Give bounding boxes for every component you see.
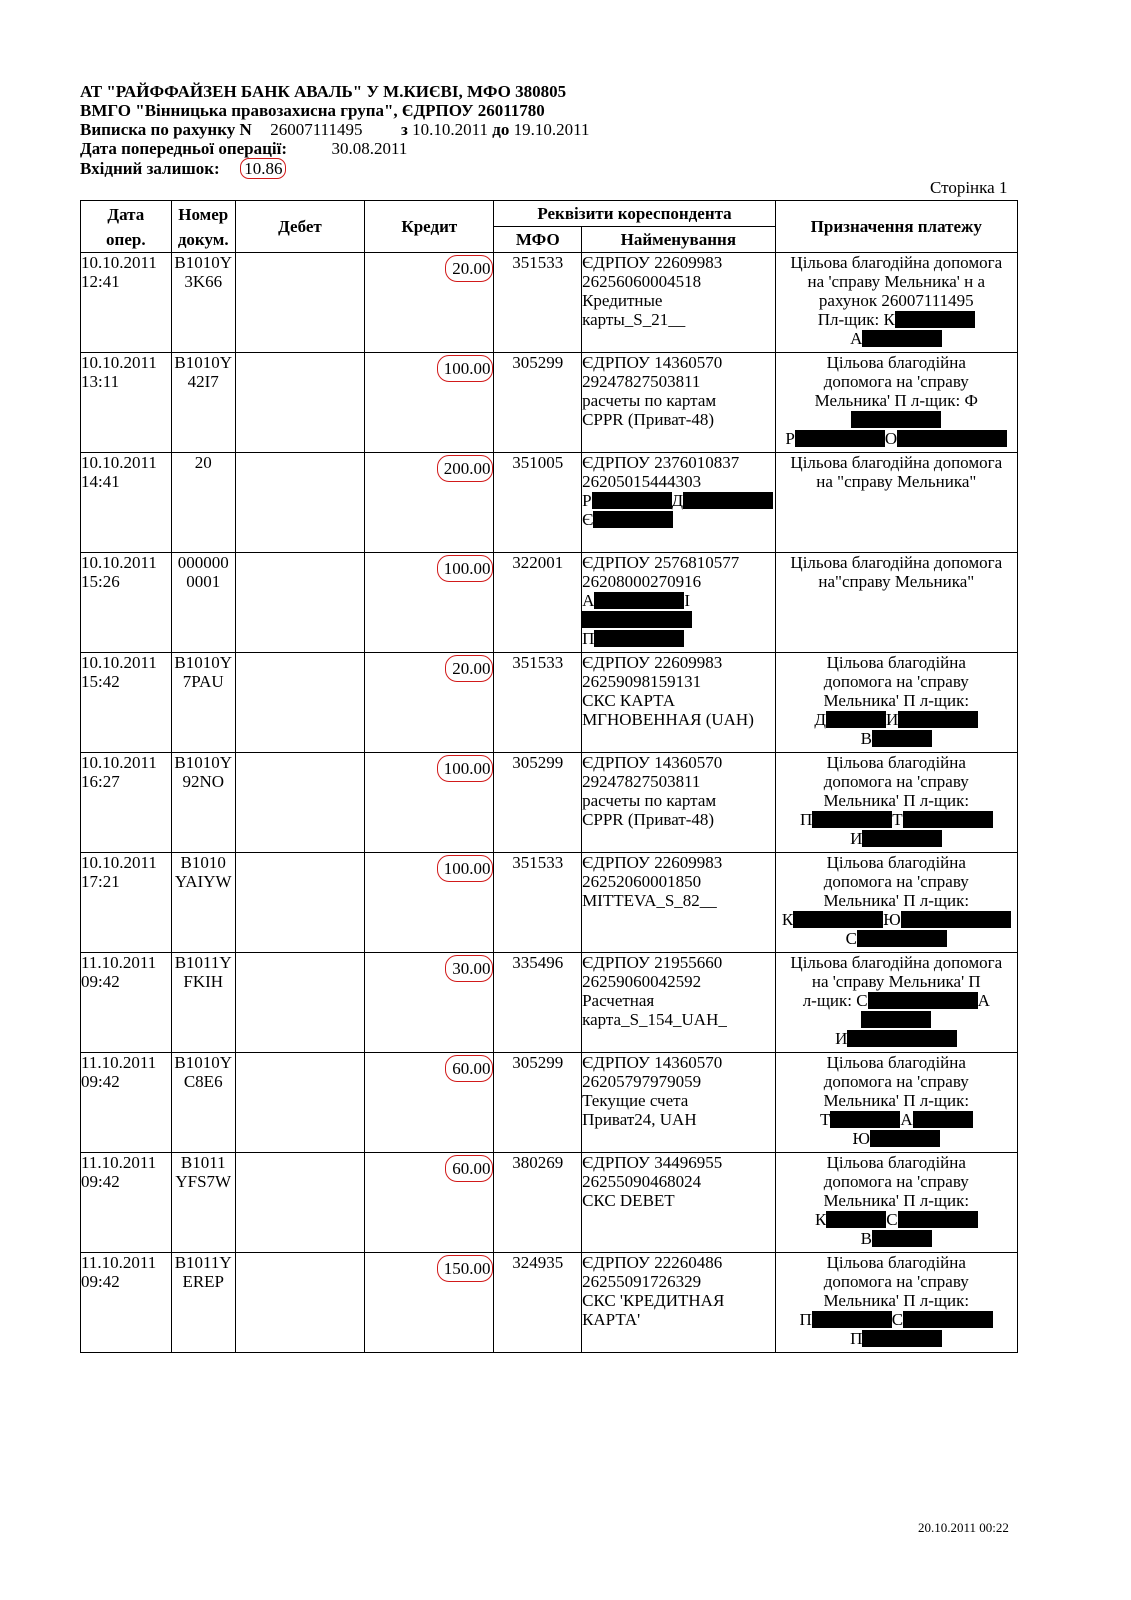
purpose-line: Мельника' П л-щик: — [823, 891, 970, 910]
cell-doc-number: B1011Y EREP — [171, 1253, 235, 1353]
redaction-bar — [793, 911, 883, 928]
statement-header — [80, 82, 590, 177]
to-label: до — [492, 120, 510, 139]
redaction-bar — [594, 592, 684, 609]
cell-credit — [365, 1053, 494, 1153]
cell-credit — [365, 453, 494, 553]
purpose-line: на 'справу Мельника' н а — [807, 272, 986, 291]
prev-op-date: 30.08.2011 — [331, 139, 408, 158]
purpose-fragment: Пл-щик: К — [817, 310, 895, 329]
col-header-corr-details: Реквізити кореспондента — [494, 201, 775, 227]
cell-purpose — [775, 853, 1017, 953]
cell-purpose — [775, 253, 1017, 353]
table-row — [81, 953, 1018, 1053]
credit-amount: 200.00 — [437, 455, 494, 482]
purpose-line — [776, 829, 1017, 848]
redaction-bar — [898, 711, 978, 728]
bank-line: АТ "РАЙФФАЙЗЕН БАНК АВАЛЬ" У М.КИЄВІ, МФО 380805 — [80, 82, 567, 101]
redaction-bar — [901, 911, 1011, 928]
table-row — [81, 553, 1018, 653]
redaction-bar — [795, 430, 885, 447]
purpose-line — [776, 710, 1017, 729]
redaction-bar — [895, 311, 975, 328]
purpose-fragment: Р — [785, 429, 795, 448]
cell-mfo: 351533 — [494, 853, 582, 953]
correspondent-line: CPPR (Приват-48) — [582, 410, 715, 429]
print-timestamp: 20.10.2011 00:22 — [918, 1520, 1009, 1535]
account-number: 26007111495 — [270, 120, 363, 139]
cell-debit — [235, 353, 364, 453]
redaction-bar — [830, 1111, 900, 1128]
cell-debit — [235, 953, 364, 1053]
purpose-fragment: И — [885, 710, 899, 729]
purpose-fragment: С — [891, 1310, 904, 1329]
redaction-bar — [872, 1230, 932, 1247]
redaction-bar — [594, 630, 684, 647]
cell-date: 10.10.2011 16:27 — [81, 753, 172, 853]
cell-purpose — [775, 453, 1017, 553]
prev-operation-line — [80, 139, 590, 158]
correspondent-line: 29247827503811 — [582, 772, 701, 791]
redaction-bar — [872, 730, 932, 747]
credit-amount: 150.00 — [437, 1255, 494, 1282]
cell-doc-number: B1010 YAIYW — [171, 853, 235, 953]
cell-doc-number: B1010Y 42I7 — [171, 353, 235, 453]
cell-debit — [235, 853, 364, 953]
redaction-bar — [868, 992, 978, 1009]
purpose-fragment: К — [814, 1210, 827, 1229]
purpose-fragment: К — [781, 910, 794, 929]
cell-purpose — [775, 653, 1017, 753]
correspondent-line — [582, 591, 775, 629]
cell-purpose — [775, 1053, 1017, 1153]
purpose-line: Цільова благодійна — [826, 853, 966, 872]
cell-date: 10.10.2011 12:41 — [81, 253, 172, 353]
purpose-line: Цільова благодійна допомога — [790, 553, 1003, 572]
cell-doc-number: B1011 YFS7W — [171, 1153, 235, 1253]
correspondent-line: расчеты по картам — [582, 391, 717, 410]
page-number: Сторінка 1 — [930, 178, 1008, 197]
balance-label: Вхідний залишок: — [80, 159, 220, 178]
purpose-line — [776, 329, 1017, 348]
purpose-line: Цільова благодійна допомога — [790, 953, 1003, 972]
correspondent-line — [582, 491, 775, 510]
cell-date: 10.10.2011 15:42 — [81, 653, 172, 753]
cell-date: 10.10.2011 17:21 — [81, 853, 172, 953]
redaction-bar — [847, 1030, 957, 1047]
col-header-mfo: МФО — [494, 227, 582, 253]
cell-doc-number: 20 — [171, 453, 235, 553]
correspondent-line — [582, 510, 775, 529]
cell-correspondent — [582, 553, 776, 653]
correspondent-line: 26208000270916 — [582, 572, 702, 591]
redaction-bar — [812, 1311, 892, 1328]
cell-purpose — [775, 953, 1017, 1053]
purpose-fragment: л-щик: С — [802, 991, 868, 1010]
correspondent-line: ЄДРПОУ 34496955 — [582, 1153, 723, 1172]
cell-purpose — [775, 353, 1017, 453]
purpose-line — [776, 1210, 1017, 1229]
cell-correspondent — [582, 1053, 776, 1153]
table-row — [81, 453, 1018, 553]
cell-correspondent — [582, 1153, 776, 1253]
cell-debit — [235, 753, 364, 853]
credit-amount: 20.00 — [445, 655, 493, 682]
correspondent-line: Текущие счета — [582, 1091, 689, 1110]
purpose-fragment: С — [886, 1210, 898, 1229]
purpose-line: Цільова благодійна — [826, 1253, 966, 1272]
correspondent-line: 26205797979059 — [582, 1072, 702, 1091]
redacted-initial: Д — [671, 491, 684, 510]
correspondent-line: ЄДРПОУ 14360570 — [582, 1053, 723, 1072]
redaction-bar — [593, 511, 673, 528]
purpose-line: Мельника' П л-щик: — [823, 1291, 970, 1310]
purpose-line: Цільова благодійна — [826, 653, 966, 672]
purpose-line: Цільова благодійна — [826, 753, 966, 772]
correspondent-line: карты_S_21__ — [582, 310, 686, 329]
purpose-fragment: В — [860, 1229, 872, 1248]
redaction-bar — [862, 330, 942, 347]
cell-mfo: 324935 — [494, 1253, 582, 1353]
correspondent-line: СКС DEBET — [582, 1191, 675, 1210]
purpose-line: допомога на 'справу — [823, 672, 969, 691]
purpose-line — [776, 391, 1017, 429]
purpose-fragment: Д — [814, 710, 826, 729]
cell-correspondent — [582, 1253, 776, 1353]
purpose-fragment: П — [850, 1329, 863, 1348]
redaction-bar — [826, 711, 886, 728]
cell-doc-number: B1010Y 3K66 — [171, 253, 235, 353]
correspondent-line: 26255090468024 — [582, 1172, 702, 1191]
credit-amount: 100.00 — [437, 755, 494, 782]
cell-doc-number: B1010Y 92NO — [171, 753, 235, 853]
correspondent-line: ЄДРПОУ 22260486 — [582, 1253, 723, 1272]
purpose-fragment: О — [884, 429, 898, 448]
from-date: 10.10.2011 — [412, 120, 489, 139]
cell-mfo: 351533 — [494, 253, 582, 353]
correspondent-line: ЄДРПОУ 2576810577 — [582, 553, 740, 572]
purpose-line — [776, 810, 1017, 829]
correspondent-line: ЄДРПОУ 14360570 — [582, 353, 723, 372]
purpose-line — [776, 991, 1017, 1029]
credit-amount: 100.00 — [437, 555, 494, 582]
cell-correspondent — [582, 253, 776, 353]
from-label: з — [401, 120, 408, 139]
purpose-line — [776, 1110, 1017, 1129]
purpose-fragment: А — [900, 1110, 913, 1129]
client-line: ВМГО "Вінницька правозахисна група", ЄДРПОУ 26011780 — [80, 101, 545, 120]
cell-credit — [365, 1153, 494, 1253]
correspondent-line — [582, 629, 775, 648]
table-row — [81, 1253, 1018, 1353]
purpose-fragment: Мельника' П л-щик: Ф — [814, 391, 978, 410]
table-row — [81, 1053, 1018, 1153]
purpose-line — [776, 1329, 1017, 1348]
cell-purpose — [775, 553, 1017, 653]
purpose-line: допомога на 'справу — [823, 1272, 969, 1291]
cell-date: 10.10.2011 15:26 — [81, 553, 172, 653]
cell-date: 11.10.2011 09:42 — [81, 1153, 172, 1253]
cell-debit — [235, 553, 364, 653]
cell-mfo: 351533 — [494, 653, 582, 753]
cell-credit — [365, 353, 494, 453]
purpose-line — [776, 1310, 1017, 1329]
cell-doc-number: B1010Y C8E6 — [171, 1053, 235, 1153]
credit-amount: 20.00 — [445, 255, 493, 282]
table-row — [81, 753, 1018, 853]
purpose-fragment: Ю — [883, 910, 901, 929]
cell-debit — [235, 253, 364, 353]
purpose-fragment: И — [850, 829, 863, 848]
purpose-line: на 'справу Мельника' П — [811, 972, 981, 991]
cell-doc-number: 000000 0001 — [171, 553, 235, 653]
cell-mfo: 351005 — [494, 453, 582, 553]
cell-correspondent — [582, 853, 776, 953]
redaction-bar — [812, 811, 892, 828]
cell-mfo: 380269 — [494, 1153, 582, 1253]
correspondent-line: Кредитные — [582, 291, 663, 310]
purpose-line: допомога на 'справу — [823, 372, 969, 391]
table-row — [81, 353, 1018, 453]
cell-correspondent — [582, 353, 776, 453]
purpose-fragment: Т — [892, 810, 903, 829]
cell-date: 10.10.2011 14:41 — [81, 453, 172, 553]
purpose-line — [776, 729, 1017, 748]
cell-correspondent — [582, 953, 776, 1053]
credit-amount: 60.00 — [445, 1055, 493, 1082]
correspondent-line: ЄДРПОУ 22609983 — [582, 853, 723, 872]
col-header-name: Найменування — [582, 227, 776, 253]
purpose-fragment: И — [835, 1029, 848, 1048]
redaction-bar — [851, 411, 941, 428]
purpose-line: Цільова благодійна — [826, 1153, 966, 1172]
purpose-line: на"справу Мельника" — [818, 572, 975, 591]
opening-balance: 10.86 — [240, 158, 286, 179]
purpose-line — [776, 1229, 1017, 1248]
cell-debit — [235, 653, 364, 753]
purpose-fragment: А — [977, 991, 990, 1010]
cell-mfo: 305299 — [494, 353, 582, 453]
opening-balance-line — [80, 158, 590, 177]
cell-debit — [235, 1253, 364, 1353]
cell-purpose — [775, 1253, 1017, 1353]
col-header-debit: Дебет — [235, 201, 364, 253]
redaction-bar — [903, 1311, 993, 1328]
prev-op-label: Дата попередньої операції: — [80, 139, 288, 158]
cell-credit — [365, 653, 494, 753]
purpose-fragment: П — [799, 810, 813, 829]
redaction-bar — [582, 611, 692, 628]
correspondent-line: 26256060004518 — [582, 272, 702, 291]
statement-label: Виписка по рахунку N — [80, 120, 252, 139]
redaction-bar — [683, 492, 773, 509]
purpose-line: допомога на 'справу — [823, 1172, 969, 1191]
cell-date: 11.10.2011 09:42 — [81, 1253, 172, 1353]
cell-credit — [365, 953, 494, 1053]
purpose-line: Цільова благодійна — [826, 353, 966, 372]
correspondent-line: 26259098159131 — [582, 672, 702, 691]
redaction-bar — [898, 1211, 978, 1228]
redacted-initial: І — [684, 591, 691, 610]
redaction-bar — [862, 1330, 942, 1347]
cell-credit — [365, 753, 494, 853]
purpose-line: Мельника' П л-щик: — [823, 791, 970, 810]
cell-debit — [235, 1153, 364, 1253]
correspondent-line: 26259060042592 — [582, 972, 702, 991]
correspondent-line: ЄДРПОУ 2376010837 — [582, 453, 740, 472]
correspondent-line: 26205015444303 — [582, 472, 702, 491]
col-header-date: Дата опер. — [81, 201, 172, 253]
cell-purpose — [775, 753, 1017, 853]
purpose-line: рахунок 26007111495 — [818, 291, 974, 310]
col-header-doc: Номер докум. — [171, 201, 235, 253]
statement-period-line — [80, 120, 590, 139]
cell-correspondent — [582, 653, 776, 753]
cell-purpose — [775, 1153, 1017, 1253]
redaction-bar — [592, 492, 672, 509]
credit-amount: 60.00 — [445, 1155, 493, 1182]
cell-date: 11.10.2011 09:42 — [81, 953, 172, 1053]
correspondent-line: СКС 'КРЕДИТНАЯ — [582, 1291, 725, 1310]
redaction-bar — [861, 1011, 931, 1028]
correspondent-line: СКС КАРТА — [582, 691, 675, 710]
table-row — [81, 1153, 1018, 1253]
table-row — [81, 253, 1018, 353]
correspondent-line: Расчетная — [582, 991, 655, 1010]
cell-debit — [235, 453, 364, 553]
correspondent-line: карта_S_154_UAH_ — [582, 1010, 727, 1029]
cell-date: 11.10.2011 09:42 — [81, 1053, 172, 1153]
purpose-fragment: В — [860, 729, 872, 748]
table-row — [81, 853, 1018, 953]
redaction-bar — [903, 811, 993, 828]
cell-credit — [365, 853, 494, 953]
purpose-line — [776, 310, 1017, 329]
purpose-line: допомога на 'справу — [823, 772, 969, 791]
redaction-bar — [913, 1111, 973, 1128]
redacted-initial: А — [582, 591, 595, 610]
redaction-bar — [870, 1130, 940, 1147]
correspondent-line: ЄДРПОУ 14360570 — [582, 753, 723, 772]
correspondent-line: расчеты по картам — [582, 791, 717, 810]
redacted-initial: П — [582, 629, 595, 648]
redaction-bar — [857, 930, 947, 947]
purpose-line: Цільова благодійна допомога — [790, 253, 1003, 272]
correspondent-line: ЄДРПОУ 22609983 — [582, 653, 723, 672]
redaction-bar — [862, 830, 942, 847]
cell-doc-number: B1010Y 7PAU — [171, 653, 235, 753]
correspondent-line: ЄДРПОУ 22609983 — [582, 253, 723, 272]
correspondent-line: Приват24, UAH — [582, 1110, 697, 1129]
purpose-line — [776, 1129, 1017, 1148]
purpose-fragment: С — [845, 929, 857, 948]
correspondent-line: CPPR (Приват-48) — [582, 810, 715, 829]
cell-correspondent — [582, 453, 776, 553]
credit-amount: 100.00 — [437, 355, 494, 382]
col-header-credit: Кредит — [365, 201, 494, 253]
purpose-line: Мельника' П л-щик: — [823, 691, 970, 710]
correspondent-line: 26255091726329 — [582, 1272, 702, 1291]
cell-mfo: 322001 — [494, 553, 582, 653]
purpose-line: Мельника' П л-щик: — [823, 1091, 970, 1110]
cell-mfo: 305299 — [494, 753, 582, 853]
cell-date: 10.10.2011 13:11 — [81, 353, 172, 453]
cell-debit — [235, 1053, 364, 1153]
purpose-line: Цільова благодійна допомога — [790, 453, 1003, 472]
correspondent-line: ЄДРПОУ 21955660 — [582, 953, 723, 972]
redacted-initial: Р — [582, 491, 592, 510]
purpose-line: на "справу Мельника" — [816, 472, 977, 491]
purpose-line — [776, 929, 1017, 948]
purpose-line: допомога на 'справу — [823, 872, 969, 891]
purpose-fragment: П — [799, 1310, 812, 1329]
cell-credit — [365, 1253, 494, 1353]
cell-credit — [365, 253, 494, 353]
to-date: 19.10.2011 — [513, 120, 590, 139]
cell-correspondent — [582, 753, 776, 853]
correspondent-line: 26252060001850 — [582, 872, 702, 891]
purpose-line — [776, 429, 1017, 448]
purpose-fragment: Т — [819, 1110, 831, 1129]
purpose-fragment: Ю — [852, 1129, 871, 1148]
cell-mfo: 305299 — [494, 1053, 582, 1153]
redaction-bar — [897, 430, 1007, 447]
cell-credit — [365, 553, 494, 653]
cell-mfo: 335496 — [494, 953, 582, 1053]
purpose-fragment: А — [850, 329, 863, 348]
col-header-purpose: Призначення платежу — [775, 201, 1017, 253]
correspondent-line: КАРТА' — [582, 1310, 641, 1329]
purpose-line — [776, 1029, 1017, 1048]
cell-doc-number: B1011Y FKIH — [171, 953, 235, 1053]
correspondent-line: MITTEVA_S_82__ — [582, 891, 717, 910]
statement-table — [80, 200, 1018, 1353]
purpose-line — [776, 910, 1017, 929]
redacted-initial: Є — [582, 510, 594, 529]
purpose-line: Цільова благодійна — [826, 1053, 966, 1072]
purpose-line: допомога на 'справу — [823, 1072, 969, 1091]
redaction-bar — [826, 1211, 886, 1228]
credit-amount: 100.00 — [437, 855, 494, 882]
table-row — [81, 653, 1018, 753]
correspondent-line: 29247827503811 — [582, 372, 701, 391]
credit-amount: 30.00 — [445, 955, 493, 982]
purpose-line: Мельника' П л-щик: — [823, 1191, 970, 1210]
correspondent-line: МГНОВЕННАЯ (UAH) — [582, 710, 754, 729]
